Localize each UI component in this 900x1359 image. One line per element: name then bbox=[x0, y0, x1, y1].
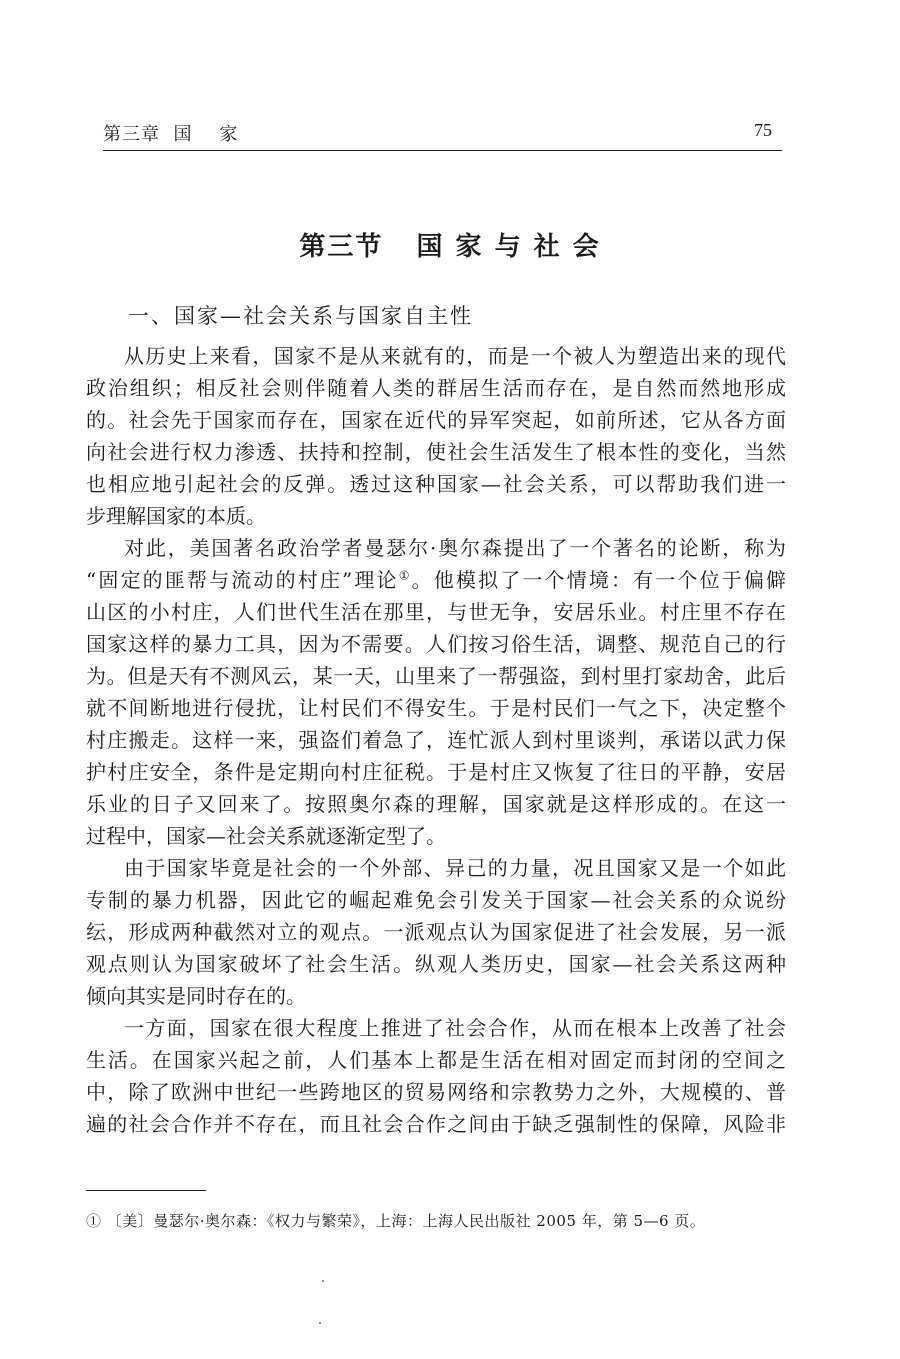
subsection-title: 一、国家—社会关系与国家自主性 bbox=[128, 304, 473, 328]
scan-speck bbox=[319, 1322, 321, 1324]
paragraph-2-line-10: 过程中，国家—社会关系就逐渐定型了。 bbox=[86, 824, 446, 848]
paragraph-1-line-3: 的。社会先于国家而存在，国家在近代的异军突起，如前所述，它从各方面 bbox=[86, 408, 786, 432]
paragraph-4-line-2: 生活。在国家兴起之前，人们基本上都是生活在相对固定而封闭的空间之 bbox=[86, 1048, 786, 1072]
paragraph-1-line-5: 也相应地引起社会的反弹。透过这种国家—社会关系，可以帮助我们进一 bbox=[86, 472, 786, 496]
paragraph-2-line-1: 对此，美国著名政治学者曼瑟尔·奥尔森提出了一个著名的论断，称为 bbox=[124, 536, 786, 560]
paragraph-2-line-6: 就不间断地进行侵扰，让村民们不得安生。于是村民们一气之下，决定整个 bbox=[86, 696, 786, 720]
paragraph-2-line-7: 村庄搬走。这样一来，强盗们着急了，连忙派人到村里谈判，承诺以武力保 bbox=[86, 728, 786, 752]
paragraph-1-line-2: 政治组织；相反社会则伴随着人类的群居生活而存在，是自然而然地形成 bbox=[86, 376, 786, 400]
chapter-title: 第三章 国 家 bbox=[103, 124, 239, 145]
paragraph-4-line-4: 遍的社会合作并不存在，而且社会合作之间由于缺乏强制性的保障，风险非 bbox=[86, 1112, 786, 1136]
paragraph-1-line-6: 步理解国家的本质。 bbox=[86, 504, 266, 528]
page-number: 75 bbox=[754, 120, 772, 140]
paragraph-4-line-3: 中，除了欧洲中世纪一些跨地区的贸易网络和宗教势力之外，大规模的、普 bbox=[86, 1080, 786, 1104]
scan-speck bbox=[322, 1280, 324, 1282]
paragraph-2-line-2-text-b: 。他模拟了一个情境：有一个位于偏僻 bbox=[411, 568, 787, 592]
paragraph-3-line-1: 由于国家毕竟是社会的一个外部、异己的力量，况且国家又是一个如此 bbox=[124, 856, 786, 880]
paragraph-1-line-4: 向社会进行权力渗透、扶持和控制，使社会生活发生了根本性的变化，当然 bbox=[86, 440, 786, 464]
section-title: 第三节 国 家 与 社 会 bbox=[299, 232, 601, 262]
paragraph-2-line-2-text-a: “固定的匪帮与流动的村庄”理论 bbox=[86, 568, 399, 592]
running-header bbox=[103, 120, 782, 151]
paragraph-2-line-3: 山区的小村庄，人们世代生活在那里，与世无争，安居乐业。村庄里不存在 bbox=[86, 600, 786, 624]
paragraph-2-line-5: 为。但是天有不测风云，某一天，山里来了一帮强盗，到村里打家劫舍，此后 bbox=[86, 664, 786, 688]
paragraph-3-line-2: 专制的暴力机器，因此它的崛起难免会引发关于国家—社会关系的众说纷 bbox=[86, 888, 786, 912]
paragraph-2-line-8: 护村庄安全，条件是定期向村庄征税。于是村庄又恢复了往日的平静，安居 bbox=[86, 760, 786, 784]
footnote-marker: ① bbox=[398, 568, 412, 583]
paragraph-2-line-2 bbox=[86, 564, 786, 596]
body-text bbox=[86, 340, 786, 1140]
paragraph-1-line-1: 从历史上来看，国家不是从来就有的，而是一个被人为塑造出来的现代 bbox=[124, 344, 786, 368]
footnote-divider bbox=[86, 1190, 206, 1191]
paragraph-3-line-3: 纭，形成两种截然对立的观点。一派观点认为国家促进了社会发展，另一派 bbox=[86, 920, 786, 944]
paragraph-2-line-4: 国家这样的暴力工具，因为不需要。人们按习俗生活，调整、规范自己的行 bbox=[86, 632, 786, 656]
paragraph-3-line-5: 倾向其实是同时存在的。 bbox=[86, 984, 306, 1008]
footnote: ① 〔美〕曼瑟尔·奥尔森：《权力与繁荣》，上海：上海人民出版社 2005 年，第 5—6 页。 bbox=[86, 1212, 706, 1230]
paragraph-3-line-4: 观点则认为国家破坏了社会生活。纵观人类历史，国家—社会关系这两种 bbox=[86, 952, 786, 976]
paragraph-2-line-9: 乐业的日子又回来了。按照奥尔森的理解，国家就是这样形成的。在这一 bbox=[86, 792, 786, 816]
paragraph-4-line-1: 一方面，国家在很大程度上推进了社会合作，从而在根本上改善了社会 bbox=[124, 1016, 786, 1040]
